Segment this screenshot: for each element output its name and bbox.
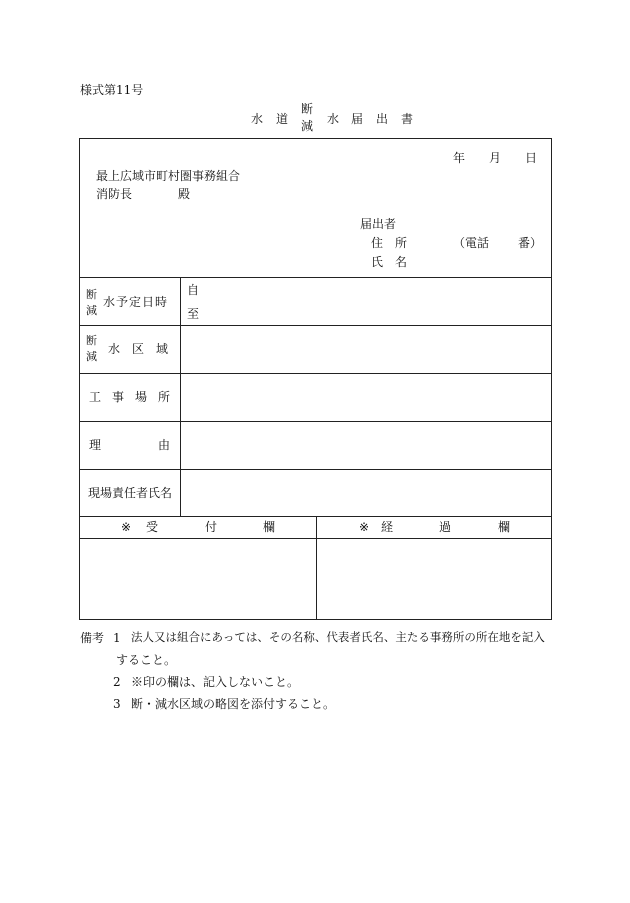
site-label-3: 場 [135, 390, 148, 404]
site-label-2: 事 [112, 390, 125, 404]
title-stack-bottom: 減 [301, 119, 314, 133]
column-divider [316, 516, 317, 620]
name-label-1: 氏 [371, 255, 384, 269]
row-divider [79, 277, 552, 278]
form-number: 様式第11号 [80, 83, 144, 97]
title-char: 書 [401, 112, 414, 126]
note-number: 3 [113, 697, 121, 711]
progress-char: 欄 [498, 520, 511, 534]
row-divider [79, 325, 552, 326]
title-char: 道 [276, 112, 289, 126]
responsible-label: 現場責任者氏名 [88, 486, 173, 500]
note-text: 断・減水区域の略図を添付すること。 [131, 697, 336, 711]
column-divider [180, 277, 181, 516]
schedule-to-label: 至 [187, 307, 200, 321]
reason-label-2: 由 [158, 438, 171, 452]
honorific: 殿 [178, 187, 191, 201]
name-label-2: 名 [395, 255, 408, 269]
area-stack-top: 断 [86, 334, 97, 347]
phone-suffix: 番） [518, 236, 543, 250]
reception-char: 付 [205, 520, 218, 534]
area-label-1: 水 [108, 342, 121, 356]
addressee-title: 消防長 [96, 187, 133, 201]
area-label-2: 区 [132, 342, 145, 356]
area-stack-bottom: 減 [86, 350, 97, 363]
schedule-from-label: 自 [187, 283, 200, 297]
site-label-4: 所 [158, 390, 171, 404]
area-label-3: 域 [156, 342, 169, 356]
note-text: 法人又は組合にあっては、その名称、代表者氏名、主たる事務所の所在地を記入 [131, 630, 545, 644]
row-divider [79, 469, 552, 470]
row-divider [79, 421, 552, 422]
date-month-label: 月 [489, 151, 502, 165]
note-continuation: すること。 [116, 653, 177, 667]
submitter-label: 届出者 [360, 217, 397, 231]
address-label-1: 住 [371, 236, 384, 250]
date-year-label: 年 [453, 151, 466, 165]
note-text: ※印の欄は、記入しないこと。 [131, 675, 300, 689]
reception-mark: ※ [121, 520, 132, 534]
schedule-label: 水予定日時 [103, 295, 169, 309]
date-day-label: 日 [525, 151, 538, 165]
note-number: 2 [113, 675, 121, 689]
title-char: 届 [351, 112, 364, 126]
notes-label: 備考 [80, 631, 105, 645]
address-label-2: 所 [395, 236, 408, 250]
row-divider [79, 373, 552, 374]
schedule-stack-bottom: 減 [86, 304, 97, 317]
progress-char: 経 [381, 520, 394, 534]
note-number: 1 [113, 631, 121, 645]
title-char: 水 [327, 112, 340, 126]
reception-char: 受 [146, 520, 159, 534]
title-char: 出 [376, 112, 389, 126]
progress-char: 過 [439, 520, 452, 534]
site-label-1: 工 [89, 390, 102, 404]
phone-label: （電話 [453, 236, 490, 250]
title-char: 水 [251, 112, 264, 126]
schedule-stack-top: 断 [86, 288, 97, 301]
title-stack-top: 断 [301, 102, 314, 116]
progress-mark: ※ [359, 520, 370, 534]
reception-char: 欄 [263, 520, 276, 534]
reason-label-1: 理 [89, 438, 102, 452]
addressee-org: 最上広域市町村圏事務組合 [96, 169, 241, 183]
